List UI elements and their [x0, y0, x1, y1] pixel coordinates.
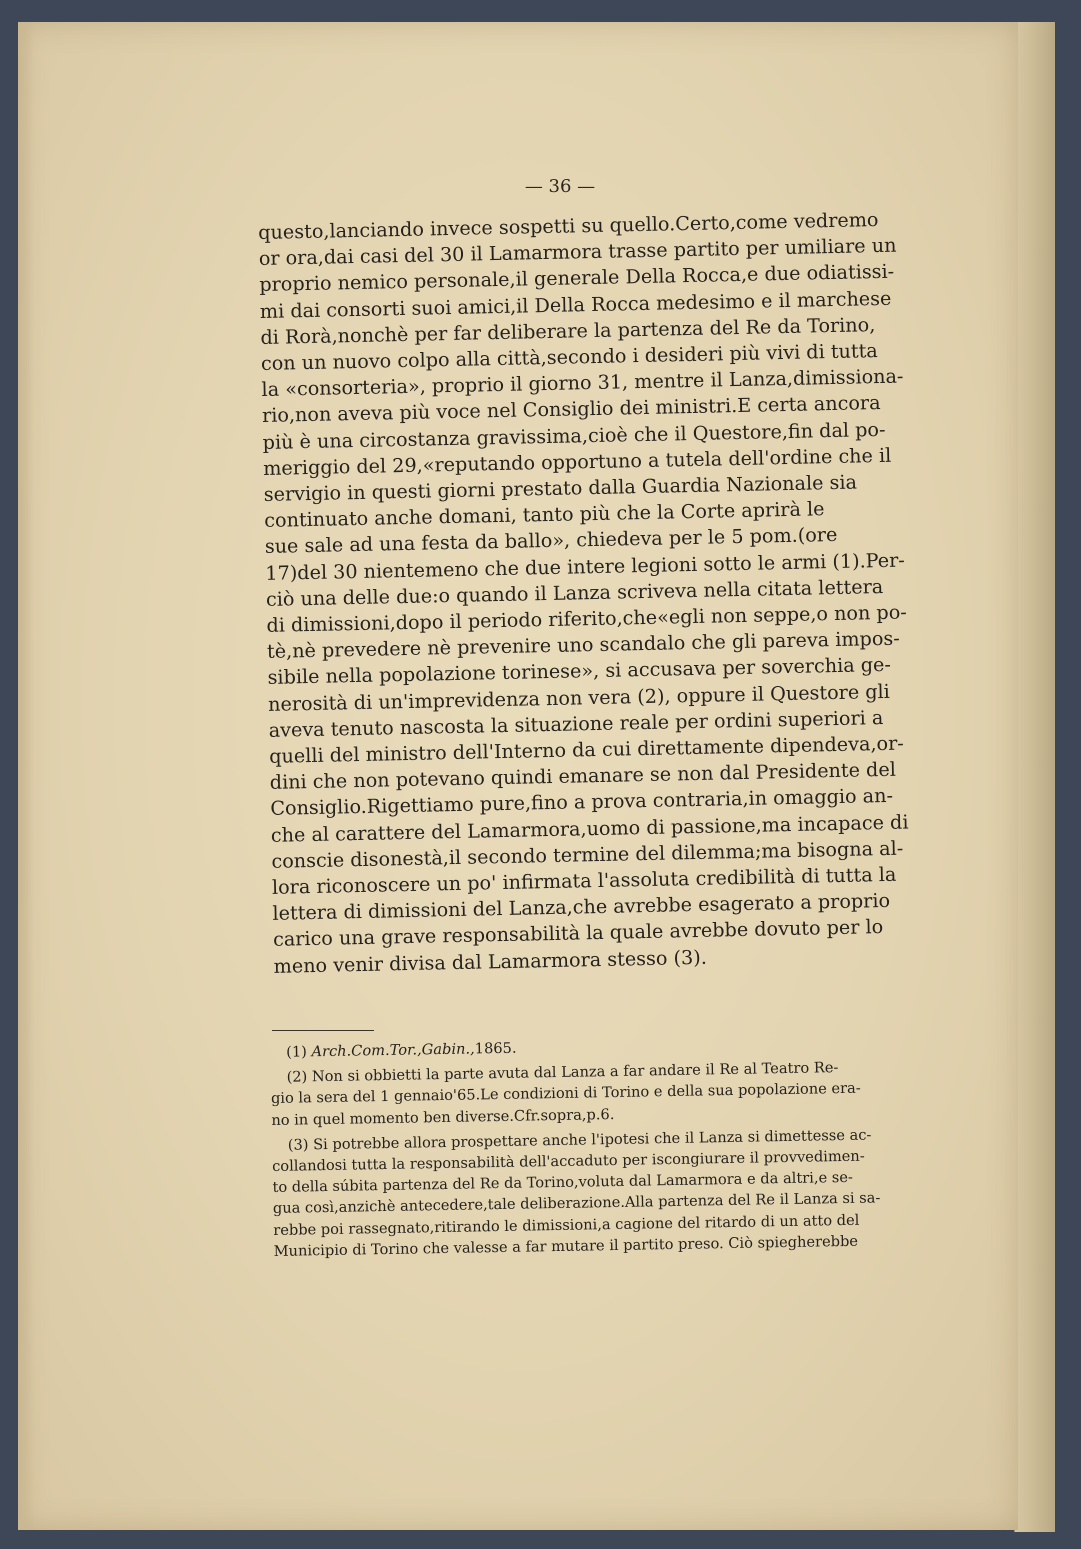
text-line: tè,nè prevedere nè prevenire uno scandalo che gli pareva impos- [266, 626, 900, 664]
text-line: dini che non potevano quindi emanare se non dal Presidente del [269, 758, 897, 795]
text-line: sue sale ad una festa da ballo», chiedeva per le 5 pom.(ore [264, 523, 838, 559]
text-line: la «consorteria», proprio il giorno 31, mentre il Lanza,dimissiona- [261, 364, 904, 402]
text-line: quelli del ministro dell'Interno da cui direttamente dipendeva,or- [268, 731, 904, 768]
footnote-1-marker: (1) [286, 1043, 308, 1061]
footnote-2-line: no in quel momento ben diverse.Cfr.sopra,p.6. [271, 1105, 615, 1129]
page-gutter-shadow [18, 22, 34, 1530]
footnote-1-year: 1865. [474, 1039, 517, 1058]
text-line: conscie disonestà,il secondo termine del dilemma;ma bisogna al- [271, 836, 904, 873]
text-line: sibile nella popolazione torinese», si accusava per soverchia ge- [267, 653, 892, 690]
text-line: che al carattere del Lamarmora,uomo di passione,ma incapace di [270, 810, 909, 847]
footnote-2-line: gio la sera del 1 gennaio'65.Le condizioni di Torino e della sua popolazione era- [270, 1080, 861, 1108]
text-line: lora riconoscere un po' infirmata l'assoluta credibilità di tutta la [271, 862, 897, 899]
text-line: meriggio del 29,«reputando opportuno a tutela dell'ordine che il [262, 443, 892, 480]
text-line: lettera di dimissioni del Lanza,che avrebbe esagerato a proprio [272, 889, 891, 926]
footnote-2-line: (2) Non si obbietti la parte avuta dal Lanza a far andare il Re al Teatro Re- [286, 1059, 839, 1086]
text-line: servigio in questi giorni prestato dalla Guardia Nazionale sia [263, 470, 858, 506]
text-line: mi dai consorti suoi amici,il Della Rocca medesimo e il marchese [259, 286, 892, 323]
text-line: ciò una delle due:o quando il Lanza scriveva nella citata lettera [265, 574, 884, 611]
footnote-1-source: Arch.Com.Tor.,Gabin., [311, 1040, 475, 1061]
text-line: proprio nemico personale,il generale Della Rocca,e due odiatissi- [259, 260, 895, 297]
page-number: — 36 — [524, 176, 596, 197]
text-line: or ora,dai casi del 30 il Lamarmora trasse partito per umiliare un [258, 233, 897, 271]
main-text [258, 207, 909, 980]
footnote-3-line: to della súbita partenza del Re da Torino,voluta dal Lamarmora e da altri,e se- [272, 1169, 853, 1197]
text-line: aveva tenuto nascosta la situazione reale per ordini superiori a [268, 705, 884, 742]
text-line: più è una circostanza gravissima,cioè che il Questore,fin dal po- [262, 417, 886, 454]
text-line: carico una grave responsabilità la quale avrebbe dovuto per lo [272, 915, 884, 952]
text-line: 17)del 30 nientemeno che due intere legioni sotto le armi (1).Per- [265, 548, 905, 585]
text-line: rio,non aveva più voce nel Consiglio dei ministri.E certa ancora [261, 391, 881, 428]
adjacent-page-edge [1014, 22, 1055, 1532]
footnote-separator [272, 1030, 374, 1031]
footnote-3-line: Municipio di Torino che valesse a far mutare il partito preso. Ciò spiegherebbe [273, 1232, 859, 1260]
text-line: questo,lanciando invece sospetti su quello.Certo,come vedremo [258, 208, 879, 244]
text-line: Consiglio.Rigettiamo pure,fino a prova contraria,in omaggio an- [270, 784, 894, 821]
footnote-3-line: rebbe poi rassegnato,ritirando le dimissioni,a cagione del ritardo di un atto del [273, 1211, 860, 1239]
footnote-3-line: gua così,anzichè antecedere,tale deliberazione.Alla partenza del Re il Lanza si sa- [272, 1189, 881, 1218]
footnotes [270, 1031, 882, 1262]
text-line: continuato anche domani, tanto più che la Corte aprirà le [264, 497, 825, 533]
footnote-3-line: (3) Si potrebbe allora prospettare anche l'ipotesi che il Lanza si dimettesse ac- [287, 1126, 872, 1154]
footnote-3-line: collandosi tutta la responsabilità dell'accaduto per iscongiurare il provvedimen- [272, 1147, 865, 1175]
text-line: di Rorà,nonchè per far deliberare la partenza del Re da Torino, [260, 312, 876, 349]
text-line: nerosità di un'imprevidenza non vera (2), oppure il Questore gli [267, 679, 891, 716]
text-line: meno venir divisa dal Lamarmora stesso (3). [273, 945, 708, 978]
text-line: di dimissioni,dopo il periodo riferito,che«egli non seppe,o non po- [266, 600, 907, 637]
text-line: con un nuovo colpo alla città,secondo i desideri più vivi di tutta [260, 339, 878, 375]
